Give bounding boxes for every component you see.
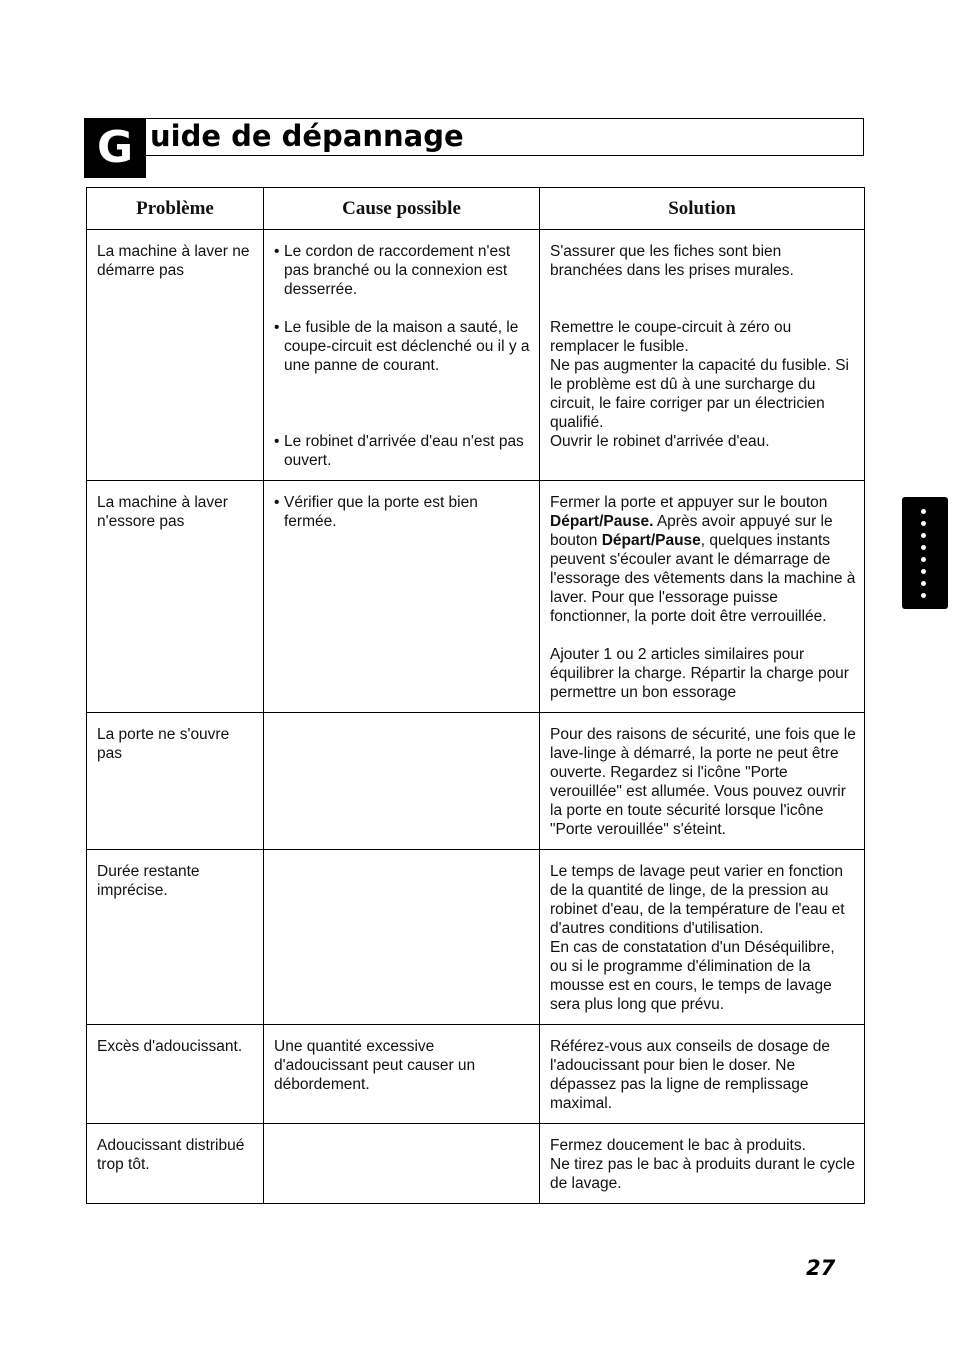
bullet-marker: • bbox=[274, 319, 280, 336]
bullet-marker: • bbox=[274, 243, 280, 260]
table-row bbox=[87, 1025, 865, 1124]
header-cause: Cause possible bbox=[264, 188, 540, 230]
solution-cell bbox=[540, 1124, 865, 1204]
bullet-marker: • bbox=[274, 494, 280, 511]
bullet-marker: • bbox=[274, 433, 280, 450]
solution-text: Remettre le coupe-circuit à zéro ou remplacer le fusible. bbox=[550, 319, 792, 355]
cause-text: Le fusible de la maison a sauté, le coupe-circuit est déclenché ou il y a une panne de courant. bbox=[284, 319, 530, 374]
cause-bullet bbox=[274, 432, 531, 470]
cause-cell: Une quantité excessive d'adoucissant peut causer un débordement. bbox=[264, 1025, 540, 1124]
table-header-row bbox=[87, 188, 865, 230]
button-name-bold: Départ/Pause. bbox=[550, 513, 654, 530]
solution-text: En cas de constatation d'un Déséquilibre, ou si le programme d'élimination de la mousse est en cours, le temps de lavage sera plus long que prévu. bbox=[550, 939, 835, 1013]
solution-text: Le temps de lavage peut varier en fonction de la quantité de linge, de la pression au robinet d'eau, de la température de l'eau et d'autres conditions d'utilisation. bbox=[550, 863, 845, 937]
table-row bbox=[87, 1124, 865, 1204]
problem-cell: Adoucissant distribué trop tôt. bbox=[87, 1124, 264, 1204]
cause-bullet bbox=[274, 318, 531, 432]
cause-cell bbox=[264, 1124, 540, 1204]
solution-text: Fermez doucement le bac à produits. bbox=[550, 1137, 806, 1154]
troubleshooting-table bbox=[86, 187, 865, 1204]
solution-text: Ne pas augmenter la capacité du fusible. Si le problème est dû à une surcharge du circuit, le faire corriger par un électricien qualifié. bbox=[550, 357, 849, 431]
section-tab bbox=[902, 497, 948, 609]
table-row bbox=[87, 850, 865, 1025]
cause-cell bbox=[264, 481, 540, 713]
solution-cell: Référez-vous aux conseils de dosage de l'adoucissant pour bien le doser. Ne dépassez pas la ligne de remplissage maximal. bbox=[540, 1025, 865, 1124]
button-name-bold: Départ/Pause bbox=[601, 532, 701, 549]
table-row bbox=[87, 713, 865, 850]
problem-cell: La porte ne s'ouvre pas bbox=[87, 713, 264, 850]
cause-text: Le cordon de raccordement n'est pas branché ou la connexion est desserrée. bbox=[284, 243, 511, 298]
problem-cell: La machine à laver ne démarre pas bbox=[87, 230, 264, 481]
cause-bullet bbox=[274, 242, 531, 318]
solution-cell bbox=[540, 230, 865, 481]
solution-cell bbox=[540, 850, 865, 1025]
title-initial-block: G bbox=[84, 118, 146, 178]
cause-cell bbox=[264, 713, 540, 850]
cause-cell bbox=[264, 850, 540, 1025]
solution-text: Ajouter 1 ou 2 articles similaires pour équilibrer la charge. Répartir la charge pour permettre un bon essorage bbox=[550, 646, 849, 701]
solution-fragment: , quelques instants peuvent s'écouler avant le démarrage de l'essorage des vêtements dans la machine à laver. Pour que l'essorage puisse fonctionner, la porte doit être verrouillée. bbox=[550, 532, 856, 625]
solution-text: S'assurer que les fiches sont bien branchées dans les prises murales. bbox=[550, 243, 794, 279]
table-row bbox=[87, 481, 865, 713]
solution-fragment: Fermer la porte et appuyer sur le bouton bbox=[550, 494, 828, 511]
table-row bbox=[87, 230, 865, 481]
page-title: uide de dépannage bbox=[150, 119, 464, 153]
cause-cell bbox=[264, 230, 540, 481]
cause-text: Le robinet d'arrivée d'eau n'est pas ouvert. bbox=[284, 433, 524, 469]
cause-text: Vérifier que la porte est bien fermée. bbox=[284, 494, 478, 530]
page-number: 27 bbox=[806, 1256, 836, 1280]
solution-fragment: Après avoir appuyé sur le bouton bbox=[550, 513, 833, 549]
header-solution: Solution bbox=[540, 188, 865, 230]
solution-text: Ouvrir le robinet d'arrivée d'eau. bbox=[550, 433, 770, 450]
problem-cell: Durée restante imprécise. bbox=[87, 850, 264, 1025]
problem-cell: La machine à laver n'essore pas bbox=[87, 481, 264, 713]
cause-bullet bbox=[274, 493, 531, 531]
solution-text: Ne tirez pas le bac à produits durant le cycle de lavage. bbox=[550, 1156, 855, 1192]
problem-cell: Excès d'adoucissant. bbox=[87, 1025, 264, 1124]
solution-text bbox=[550, 493, 856, 626]
header-problem: Problème bbox=[87, 188, 264, 230]
solution-cell bbox=[540, 481, 865, 713]
solution-cell: Pour des raisons de sécurité, une fois que le lave-linge à démarré, la porte ne peut être ouverte. Regardez si l'icône "Porte verouillée" est allumée. Vous pouvez ouvrir la porte en toute sécurité lorsque l'icône "Porte verouillée" s'éteint. bbox=[540, 713, 865, 850]
